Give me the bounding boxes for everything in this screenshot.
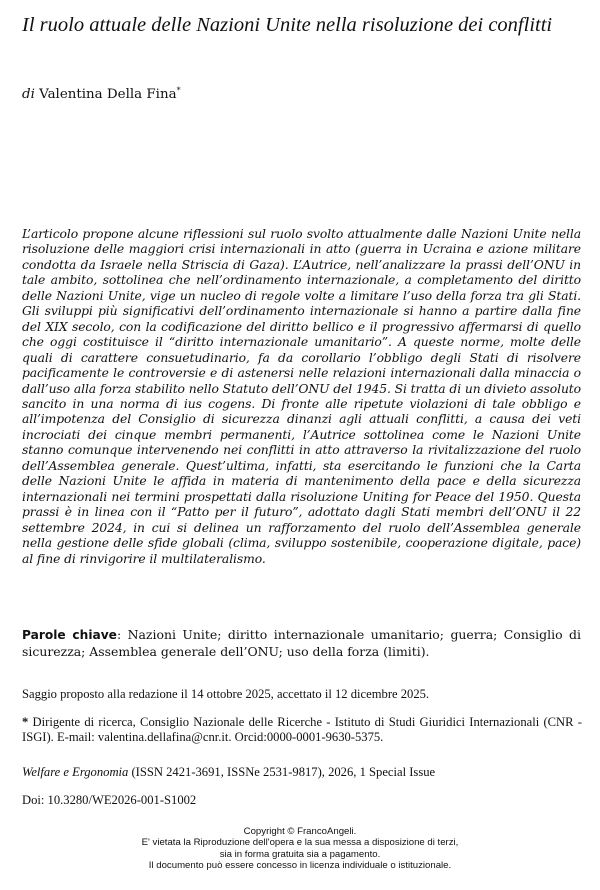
author-affiliation: [22, 715, 582, 745]
copyright-line: Copyright © FrancoAngeli.: [243, 826, 357, 837]
keywords-text: : Nazioni Unite; diritto internazionale umanitario; guerra; Consiglio di sicurezza; Assemblea generale dell’ONU; uso della forza (limiti).: [22, 627, 581, 659]
abstract: L’articolo propone alcune riflessioni sul ruolo svolto attualmente dalle Nazioni Unite nella risoluzione delle maggiori crisi internazionali in atto (guerra in Ucraina e azione militare condotta da Israele nella Striscia di Gaza). L’Autrice, nell’analizzare la prassi dell’ONU in tale ambito, sottolinea che nell’ordinamento internazionale, a completamento del diritto delle Nazioni Unite, vige un nucleo di regole volte a limitare l’uso della forza tra gli Stati. Gli sviluppi più significativi dell’ordinamento internazionale si hanno a partire dalla fine del XIX secolo, con la codificazione del diritto bellico e il progressivo affermarsi di quello che oggi costituisce il “diritto internazionale umanitario”. A queste norme, molte delle quali di carattere consuetudinario, fa da corollario l’obbligo degli Stati di risolvere pacificamente le controversie e di astenersi nelle relazioni internazionali dalla minaccia o dall’uso alla forza stabilito nello Statuto dell’ONU del 1945. Si tratta di un divieto assoluto sancito in una norma di ius cogens. Di fronte alle ripetute violazioni di tale obbligo e all’impotenza del Consiglio di sicurezza dinanzi agli attuali conflitti, a causa dei veti incrociati dei cinque membri permanenti, l’Autrice sottolinea come le Nazioni Unite stanno comunque intervenendo nei conflitti in atto attraverso la rivitalizzazione del ruolo dell’Assemblea generale. Quest’ultima, infatti, sta esercitando le funzioni che la Carta delle Nazioni Unite le affida in materia di mantenimento della pace e della sicurezza internazionali nei termini prospettati dalla risoluzione Uniting for Peace del 1950. Questa prassi è in linea con il “Patto per il futuro”, adottato dagli Stati membri dell’ONU il 22 settembre 2024, in cui si delinea un rafforzamento del ruolo dell’Assemblea generale nella gestione delle sfide globali (clima, sviluppo sostenibile, cooperazione digitale, pace) al fine di rinvigorire il multilateralismo.: [22, 227, 581, 566]
journal-details: (ISSN 2421-3691, ISSNe 2531-9817), 2026, 1 Special Issue: [128, 765, 436, 779]
journal-reference: [22, 765, 582, 780]
submission-dates: Saggio proposto alla redazione il 14 ottobre 2025, accettato il 12 dicembre 2025.: [22, 687, 430, 701]
keywords-label: Parole chiave: [22, 628, 117, 642]
keywords: [22, 627, 581, 659]
copyright-line: Il documento può essere concesso in licenza individuale o istituzionale.: [148, 859, 452, 871]
journal-name: Welfare e Ergonomia: [22, 765, 129, 779]
affiliation-text: Dirigente di ricerca, Consiglio Nazionale delle Ricerche - Istituto di Studi Giuridici Internazionali (CNR - ISGI). E-mail: valentina.dellafina@cnr.it. Orcid:0000-0001-9630-5375.: [22, 715, 582, 744]
author-name: Valentina Della Fina: [39, 87, 177, 102]
author-footnote-marker: *: [176, 86, 181, 95]
author-line: [22, 82, 181, 104]
copyright-line: sia in forma gratuita sia a pagamento.: [219, 848, 381, 860]
doi: Doi: 10.3280/WE2026-001-S1002: [22, 793, 197, 807]
copyright-notice: [0, 826, 600, 871]
affiliation-marker: *: [22, 715, 29, 729]
copyright-line: E' vietata la Riproduzione dell'opera e la sua messa a disposizione di terzi,: [141, 837, 459, 849]
author-prefix: di: [22, 87, 35, 102]
article-title: Il ruolo attuale delle Nazioni Unite nella risoluzione dei conflitti: [22, 14, 553, 36]
